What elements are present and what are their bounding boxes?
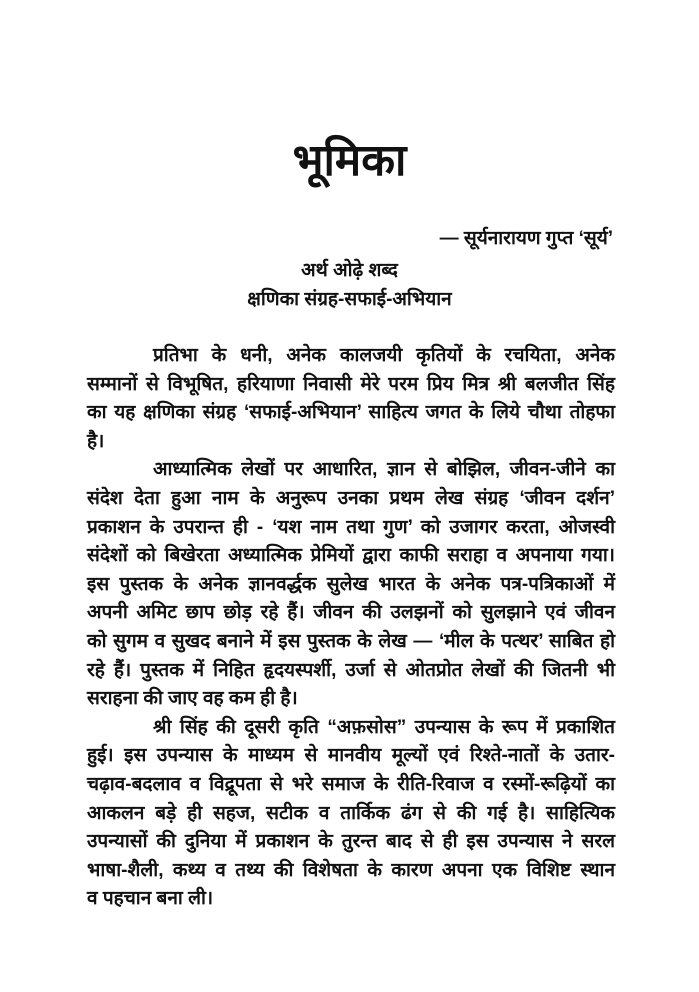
text-line: संदेशों को बिखेरता अध्यात्मिक प्रेमियों द्वारा काफी सराहा व अपनाया गया। [87, 545, 615, 567]
text-line: उपन्यासों की दुनिया में प्रकाशन के तुरन्त बाद से ही इस उपन्यास ने सरल [87, 831, 615, 853]
text-line: का यह क्षणिका संग्रह ‘सफाई-अभियान’ साहित्य जगत के लिये चौथा तोहफा [87, 402, 615, 424]
text-line: को सुगम व सुखद बनाने में इस पुस्तक के लेख — ‘मील के पत्थर’ साबित हो [87, 630, 615, 652]
page-title: भूमिका [292, 136, 407, 185]
text-line: हुई। इस उपन्यास के माध्यम से मानवीय मूल्यों एवं रिश्ते-नातों के उतार- [87, 745, 615, 767]
text-line: प्रतिभा के धनी, अनेक कालजयी कृतियों के रचयिता, अनेक [153, 345, 615, 366]
text-line: है। [87, 430, 105, 452]
paragraph [87, 342, 615, 456]
text-line: रहे हैं। पुस्तक में निहित हृदयस्पर्शी, उर्जा से ओतप्रोत लेखों की जितनी भी [87, 659, 615, 681]
text-line: अपनी अमिट छाप छोड़ रहे हैं। जीवन की उलझनों को सुलझाने एवं जीवन [87, 602, 615, 624]
text-line: आध्यात्मिक लेखों पर आधारित, ज्ञान से बोझिल, जीवन-जीने का [153, 459, 615, 481]
subtitle-collection: क्षणिका संग्रह-सफाई-अभियान [247, 289, 452, 310]
subtitle-book: अर्थ ओढ़े शब्द [301, 260, 398, 281]
text-line: भाषा-शैली, कथ्य व तथ्य की विशेषता के कारण अपना एक विशिष्ट स्थान [87, 859, 615, 881]
text-line: इस पुस्तक के अनेक ज्ञानवर्द्धक सुलेख भारत के अनेक पत्र-पत्रिकाओं में [87, 573, 615, 595]
body-text [87, 342, 615, 914]
text-line: सम्मानों से विभूषित, हरियाणा निवासी मेरे परम प्रिय मित्र श्री बलजीत सिंह [87, 373, 615, 395]
text-line: आकलन बड़े ही सहज, सटीक व तार्किक ढंग से की गई है। साहित्यिक [87, 802, 615, 824]
text-line: चढ़ाव-बदलाव व विद्रूपता से भरे समाज के रीति-रिवाज व रस्मों-रूढ़ियों का [87, 773, 615, 795]
author-line: — सूर्यनारायण गुप्त ‘सूर्य’ [439, 228, 613, 249]
text-line: व पहचान बना ली। [87, 888, 214, 910]
text-line: श्री सिंह की दूसरी कृति “अफ़सोस” उपन्यास के रूप में प्रकाशित [153, 716, 615, 738]
text-line: प्रकाशन के उपरान्त ही - ‘यश नाम तथा गुण’ को उजागर करता, ओजस्वी [87, 516, 615, 538]
text-line: सराहना की जाए वह कम ही है। [87, 688, 298, 710]
text-line: संदेश देता हुआ नाम के अनुरूप उनका प्रथम लेख संग्रह ‘जीवन दर्शन’ [87, 487, 615, 509]
paragraph [87, 456, 615, 713]
paragraph [87, 714, 615, 914]
